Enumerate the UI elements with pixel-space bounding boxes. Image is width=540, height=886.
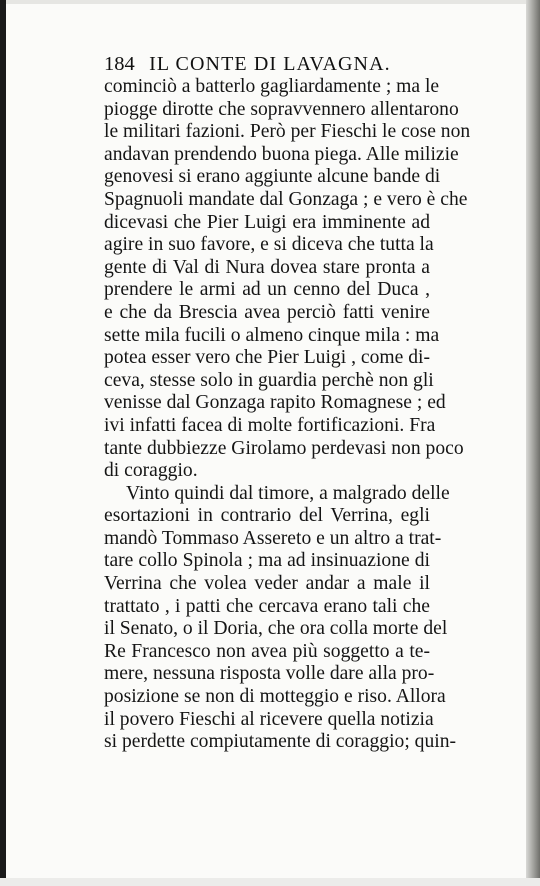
running-title: IL CONTE DI LAVAGNA. <box>149 53 391 75</box>
text-line: mandò Tommaso Assereto e un altro a trat- <box>104 527 442 549</box>
text-line: dicevasi che Pier Luigi era imminente ad <box>104 211 430 233</box>
text-line: agire in suo favore, e si diceva che tutta la <box>104 234 434 256</box>
text-line: le militari fazioni. Però per Fieschi le cose non <box>104 121 471 143</box>
text-line: esortazioni in contrario del Verrina, egli <box>104 505 430 527</box>
text-line: gente di Val di Nura dovea stare pronta a <box>104 256 430 278</box>
text-line: mere, nessuna risposta volle dare alla pro- <box>104 663 435 685</box>
text-line: ivi infatti facea di molte fortificazioni. Fra <box>104 414 436 436</box>
page-bottom-edge <box>0 878 540 886</box>
text-line: sette mila fucili o almeno cinque mila : ma <box>104 324 440 346</box>
text-line: andavan prendendo buona piega. Alle milizie <box>104 143 459 165</box>
text-line: e che da Brescia avea perciò fatti venire <box>104 301 430 323</box>
text-line: Verrina che volea veder andar a male il <box>104 573 430 595</box>
text-line: si perdette compiutamente di coraggio; quin- <box>104 731 457 753</box>
text-line: Vinto quindi dal timore, a malgrado delle <box>126 482 450 504</box>
text-line: potea esser vero che Pier Luigi , come di- <box>104 347 430 369</box>
text-line: tare collo Spinola ; ma ad insinuazione di <box>104 550 430 572</box>
paragraph-2 <box>104 482 457 754</box>
text-line: il Senato, o il Doria, che ora colla morte del <box>104 618 448 640</box>
page-top-edge <box>0 0 540 4</box>
text-line: trattato , i patti che cercava erano tali che <box>104 595 430 617</box>
text-line: ceva, stesse solo in guardia perchè non gli <box>104 369 434 391</box>
text-line: il povero Fieschi al ricevere quella notizia <box>104 708 434 730</box>
text-line: cominciò a batterlo gagliardamente ; ma le <box>104 76 440 97</box>
text-line: venisse dal Gonzaga rapito Romagnese ; ed <box>104 392 446 414</box>
text-line: prendere le armi ad un cenno del Duca , <box>104 279 430 301</box>
text-line: genovesi si erano aggiunte alcune bande di <box>104 166 441 188</box>
text-line: tante dubbiezze Girolamo perdevasi non poco <box>104 437 464 459</box>
page-right-edge-shadow <box>526 0 540 886</box>
body-text <box>104 76 471 754</box>
page-left-edge <box>0 0 6 886</box>
text-line: Spagnuoli mandate dal Gonzaga ; e vero è che <box>104 188 468 210</box>
text-line: Re Francesco non avea più soggetto a te- <box>104 640 430 662</box>
paragraph-1 <box>104 76 471 483</box>
text-line: piogge dirotte che sopravvennero allentarono <box>104 98 459 120</box>
page-number: 184 <box>104 53 135 75</box>
text-line: posizione se non di motteggio e riso. Allora <box>104 686 446 708</box>
text-line: di coraggio. <box>104 460 198 482</box>
